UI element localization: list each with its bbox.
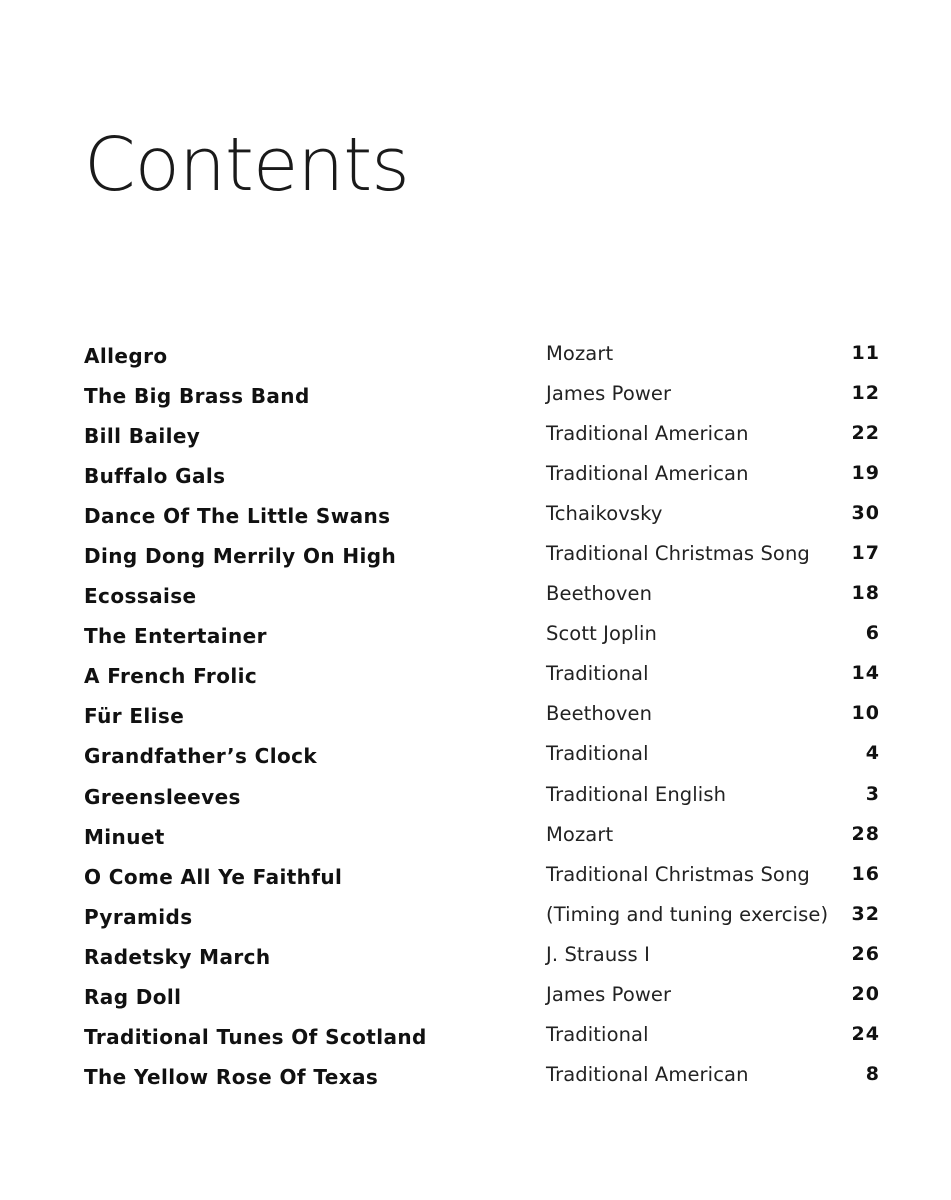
page-title: Contents <box>84 122 409 208</box>
toc-entry-title: Ecossaise <box>84 584 197 609</box>
toc-entry-composer: Beethoven <box>546 582 653 606</box>
toc-entry-page: 30 <box>851 502 880 525</box>
toc-entry <box>84 460 880 500</box>
toc-entry-page: 28 <box>851 822 880 845</box>
toc-entry-title: O Come All Ye Faithful <box>84 864 343 889</box>
toc-entry-composer: Traditional Christmas Song <box>546 542 810 566</box>
toc-entry-page: 4 <box>865 742 880 765</box>
toc-entry-title: Traditional Tunes Of Scotland <box>84 1024 427 1049</box>
toc-entry-composer: Traditional English <box>546 782 727 806</box>
toc-entry-page: 26 <box>851 942 880 965</box>
table-of-contents <box>84 340 880 1101</box>
toc-entry-title: The Yellow Rose Of Texas <box>84 1064 379 1089</box>
toc-entry-title: The Entertainer <box>84 624 267 649</box>
toc-entry-title: Buffalo Gals <box>84 464 226 489</box>
toc-entry <box>84 1021 880 1061</box>
toc-entry-title: Rag Doll <box>84 984 182 1009</box>
toc-entry <box>84 740 880 780</box>
toc-entry-composer: Beethoven <box>546 702 653 726</box>
toc-entry-composer: Traditional <box>546 742 649 766</box>
toc-entry <box>84 1061 880 1101</box>
toc-entry <box>84 420 880 460</box>
toc-entry-page: 32 <box>851 902 880 925</box>
toc-entry-page: 11 <box>851 342 880 364</box>
toc-entry-composer: J. Strauss I <box>546 942 650 966</box>
toc-entry-title: Bill Bailey <box>84 424 201 449</box>
toc-entry <box>84 340 880 380</box>
toc-entry-composer: Traditional <box>546 662 649 686</box>
toc-entry <box>84 380 880 420</box>
toc-entry-page: 3 <box>865 782 880 805</box>
toc-entry-title: Dance Of The Little Swans <box>84 504 391 529</box>
toc-entry-title: A French Frolic <box>84 664 258 689</box>
toc-entry-composer: Traditional <box>546 1022 649 1046</box>
toc-entry-composer: Traditional American <box>546 422 749 446</box>
toc-entry-page: 20 <box>851 982 880 1005</box>
toc-entry-title: Radetsky March <box>84 944 271 969</box>
toc-entry-title: Ding Dong Merrily On High <box>84 544 397 569</box>
toc-entry <box>84 700 880 740</box>
toc-entry-composer: Traditional Christmas Song <box>546 862 810 886</box>
toc-entry-title: The Big Brass Band <box>84 384 310 409</box>
toc-entry-title: Allegro <box>84 344 168 368</box>
toc-entry <box>84 821 880 861</box>
toc-entry-page: 24 <box>851 1022 880 1045</box>
toc-entry <box>84 580 880 620</box>
toc-entry-page: 10 <box>851 702 880 725</box>
toc-entry-composer: Scott Joplin <box>546 622 657 646</box>
toc-entry-composer: James Power <box>546 382 672 406</box>
toc-entry-title: Grandfather’s Clock <box>84 744 318 769</box>
toc-entry-composer: James Power <box>546 982 672 1006</box>
toc-entry-page: 8 <box>865 1062 880 1085</box>
toc-entry-page: 18 <box>851 582 880 605</box>
toc-entry <box>84 901 880 941</box>
toc-entry-composer: Traditional American <box>546 462 749 486</box>
toc-entry-page: 19 <box>851 462 880 485</box>
toc-entry-page: 12 <box>851 382 880 405</box>
toc-entry-title: Minuet <box>84 824 165 849</box>
toc-entry-title: Für Elise <box>84 704 185 729</box>
toc-entry <box>84 540 880 580</box>
toc-entry-title: Greensleeves <box>84 784 241 809</box>
toc-entry-composer: Mozart <box>546 342 614 365</box>
toc-entry-composer: Traditional American <box>546 1062 749 1086</box>
toc-entry <box>84 981 880 1021</box>
toc-entry <box>84 861 880 901</box>
toc-entry-composer: Mozart <box>546 822 614 846</box>
toc-entry <box>84 941 880 981</box>
toc-entry-page: 16 <box>851 862 880 885</box>
toc-entry-title: Pyramids <box>84 904 193 929</box>
toc-entry-composer: (Timing and tuning exercise) <box>546 902 829 926</box>
toc-entry <box>84 620 880 660</box>
toc-entry <box>84 781 880 821</box>
toc-entry-page: 17 <box>851 542 880 565</box>
toc-entry <box>84 660 880 700</box>
toc-entry-page: 22 <box>851 422 880 445</box>
toc-entry-page: 6 <box>865 622 880 645</box>
toc-entry <box>84 500 880 540</box>
toc-entry-page: 14 <box>851 662 880 685</box>
toc-entry-composer: Tchaikovsky <box>546 502 663 526</box>
